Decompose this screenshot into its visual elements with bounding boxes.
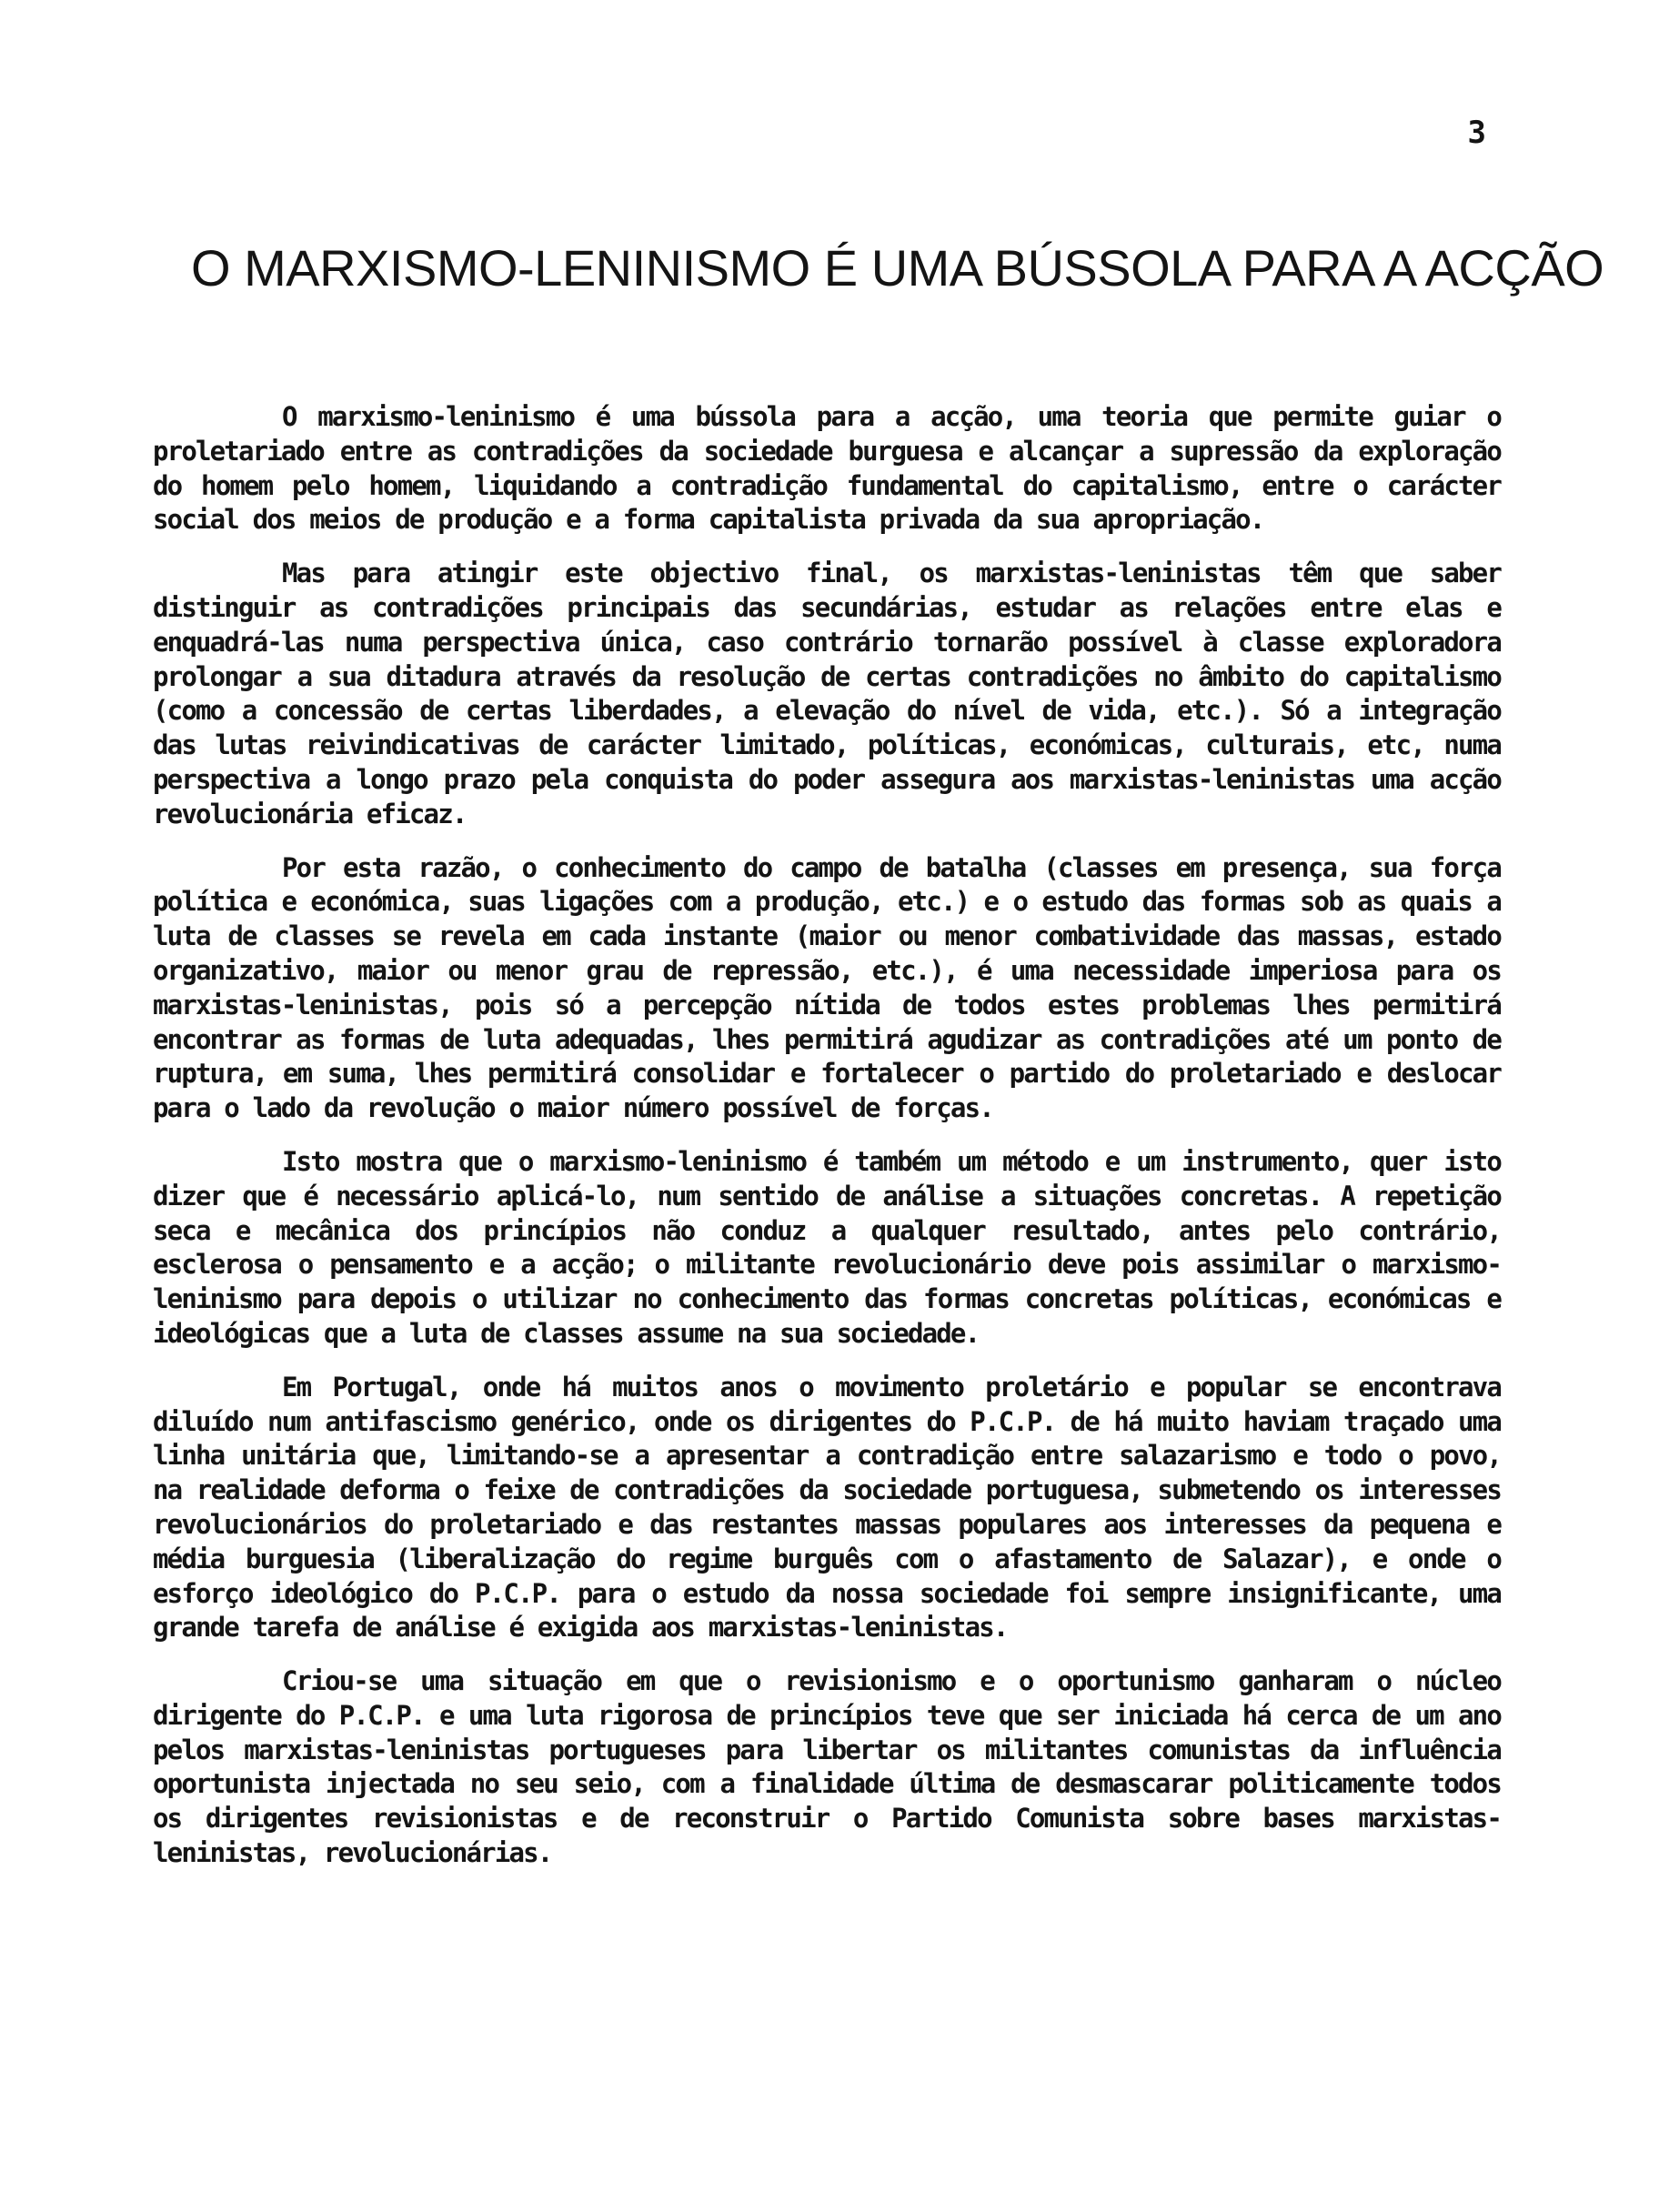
page-number: 3: [1467, 115, 1486, 151]
paragraph: Em Portugal, onde há muitos anos o movimento proletário e popular se encontrava diluído num antifascismo genérico, onde os dirigentes do P.C.P. de há muito haviam traçado uma linha unitária que, limitando-se a apresentar a contradição entre salazarismo e todo o povo, na realidade deforma o feixe de contradições da sociedade portuguesa, submetendo os interesses revolucionários do proletariado e das restantes massas populares aos interesses da pequena e média burguesia (liberalização do regime burguês com o afastamento de Salazar), e onde o esforço ideológico do P.C.P. para o estudo da nossa sociedade foi sempre insignificante, uma grande tarefa de análise é exigida aos marxistas-leninistas.: [153, 1371, 1501, 1644]
paragraph: Isto mostra que o marxismo-leninismo é também um método e um instrumento, quer isto dizer que é necessário aplicá-lo, num sentido de análise a situações concretas. A repetição seca e mecânica dos princípios não conduz a qualquer resultado, antes pelo contrário, esclerosa o pensamento e a acção; o militante revolucionário deve pois assimilar o marxismo-leninismo para depois o utilizar no conhecimento das formas concretas políticas, económicas e ideológicas que a luta de classes assume na sua sociedade.: [153, 1145, 1501, 1349]
paragraph: O marxismo-leninismo é uma bússola para a acção, uma teoria que permite guiar o proletariado entre as contradições da sociedade burguesa e alcançar a supressão da exploração do homem pelo homem, liquidando a contradição fundamental do capitalismo, entre o carácter social dos meios de produção e a forma capitalista privada da sua apropriação.: [153, 401, 1501, 536]
paragraph: Criou-se uma situação em que o revisionismo e o oportunismo ganharam o núcleo dirigente do P.C.P. e uma luta rigorosa de princípios teve que ser iniciada há cerca de um ano pelos marxistas-leninistas portugueses para libertar os militantes comunistas da influência oportunista injectada no seu seio, com a finalidade última de desmascarar politicamente todos os dirigentes revisionistas e de reconstruir o Partido Comunista sobre bases marxistas-leninistas, revolucionárias.: [153, 1665, 1501, 1869]
paragraph: Mas para atingir este objectivo final, os marxistas-leninistas têm que saber distinguir as contradições principais das secundárias, estudar as relações entre elas e enquadrá-las numa perspectiva única, caso contrário tornarão possível à classe exploradora prolongar a sua ditadura através da resolução de certas contradições no âmbito do capitalismo (como a concessão de certas liberdades, a elevação do nível de vida, etc.). Só a integração das lutas reivindicativas de carácter limitado, políticas, económicas, culturais, etc, numa perspectiva a longo prazo pela conquista do poder assegura aos marxistas-leninistas uma acção revolucionária eficaz.: [153, 558, 1501, 830]
paragraph: Por esta razão, o conhecimento do campo de batalha (classes em presença, sua força política e económica, suas ligações com a produção, etc.) e o estudo das formas sob as quais a luta de classes se revela em cada instante (maior ou menor combatividade das massas, estado organizativo, maior ou menor grau de repressão, etc.), é uma necessidade imperiosa para os marxistas-leninistas, pois só a percepção nítida de todos estes problemas lhes permitirá encontrar as formas de luta adequadas, lhes permitirá agudizar as contradições até um ponto de ruptura, em suma, lhes permitirá consolidar e fortalecer o partido do proletariado e deslocar para o lado da revolução o maior número possível de forças.: [153, 851, 1501, 1124]
document-body: [153, 400, 1501, 1890]
page-title: O MARXISMO-LENINISMO É UMA BÚSSOLA PARA A ACÇÃO: [191, 239, 1604, 297]
